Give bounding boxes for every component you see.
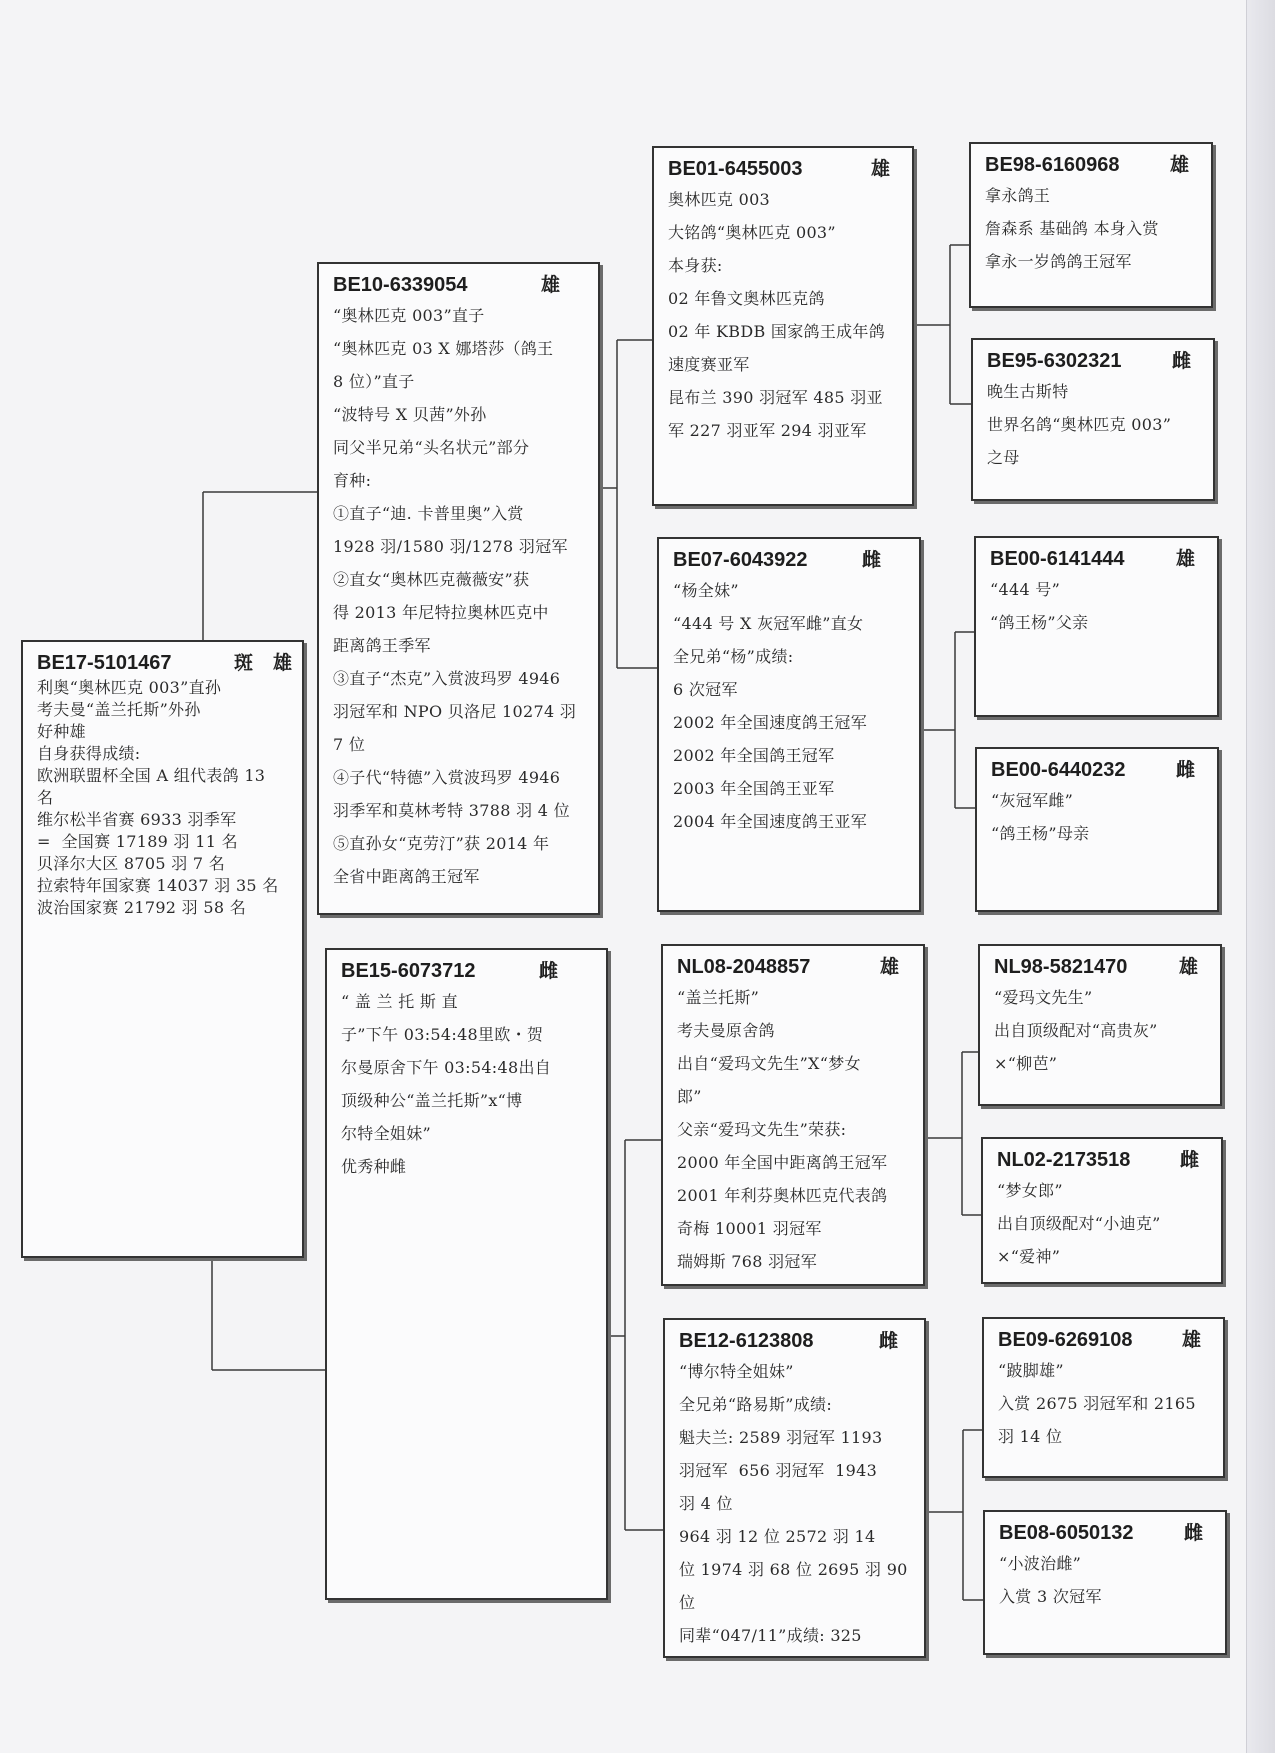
sex-label: 雄 [1175,548,1195,570]
note-line: 瑞姆斯 768 羽冠军 [677,1252,818,1271]
note-line: 2003 年全国鸽王亚军 [673,779,835,798]
sex-label: 雄 [1169,154,1189,176]
sds-notes [990,573,1207,639]
ring-number: BE10-6339054 [333,274,468,296]
ring-number: BE09-6269108 [998,1329,1133,1351]
note-line: 利奥“奥林匹克 003”直孙 [37,678,222,697]
pedigree-dam-sire [661,944,925,1286]
note-line: ⑤直孙女“克劳汀”获 2014 年 [333,834,550,853]
note-line: 1928 羽/1580 羽/1278 羽冠军 [333,537,568,556]
page-edge [1246,0,1275,1753]
dam-dam-notes [679,1355,914,1652]
note-line: = 全国赛 17189 羽 11 名 [37,832,238,851]
ring-number-header [37,648,292,675]
pedigree-sire [317,262,600,915]
dss-notes [994,981,1210,1080]
note-line: 波治国家赛 21792 羽 58 名 [37,898,247,917]
sex-label: 雌 [538,960,558,982]
pedigree-sss [969,142,1213,308]
note-line: “跛脚雄” [998,1361,1064,1380]
note-line: 郎” [677,1087,702,1106]
ring-number-header [994,952,1210,979]
dsd-notes [997,1174,1211,1273]
pedigree-dam-dam [663,1318,926,1658]
ring-number: BE08-6050132 [999,1522,1134,1544]
note-line: 育种: [333,471,372,490]
note-line: 距离鸽王季军 [333,636,431,655]
sex-label: 雄 [879,956,899,978]
dds-notes [998,1354,1213,1453]
note-line: 全省中距离鸽王冠军 [333,867,480,886]
note-line: 7 位 [333,735,366,754]
note-line: 02 年 KBDB 国家鸽王成年鸽 [668,322,886,341]
note-line: 位 [679,1593,696,1612]
note-line: 世界名鸽“奥林匹克 003” [987,415,1172,434]
note-line: 964 羽 12 位 2572 羽 14 [679,1527,876,1546]
ring-number: NL08-2048857 [677,956,811,978]
note-line: 速度赛亚军 [668,355,750,374]
note-line: “梦女郎” [997,1181,1063,1200]
note-line: 考夫曼“盖兰托斯”外孙 [37,700,201,719]
note-line: 昆布兰 390 羽冠军 485 羽亚 [668,388,883,407]
note-line: 名 [37,788,54,807]
pedigree-dam [325,948,608,1600]
ring-number-header [990,544,1207,571]
sex-label: 雌 [861,549,881,571]
ring-number-header [991,755,1207,782]
note-line: 顶级种公“盖兰托斯”x“博 [341,1091,523,1110]
pedigree-subject [21,640,304,1258]
pedigree-ssd [971,338,1215,501]
note-line: ④子代“特德”入赏波玛罗 4946 [333,768,561,787]
note-line: 入赏 2675 羽冠军和 2165 [998,1394,1196,1413]
note-line: 欧洲联盟杯全国 A 组代表鸽 13 [37,766,266,785]
ring-number-header [333,270,588,297]
note-line: 之母 [987,448,1020,467]
pedigree-ddd [983,1510,1227,1655]
note-line: 尔特全姐妹” [341,1124,431,1143]
note-line: 魁夫兰: 2589 羽冠军 1193 [679,1428,883,1447]
sire-dam-notes [673,574,909,838]
note-line: 位 1974 羽 68 位 2695 羽 90 [679,1560,908,1579]
ssd-notes [987,375,1203,474]
dam-sire-notes [677,981,913,1278]
note-line: 自身获得成绩: [37,744,141,763]
sex-label: 雌 [1183,1522,1203,1544]
note-line: ③直子“杰克”入赏波玛罗 4946 [333,669,561,688]
note-line: 羽冠军和 NPO 贝洛尼 10274 羽 [333,702,577,721]
sex-label: 雌 [1175,759,1195,781]
sex-label: 雄 [1178,956,1198,978]
note-line: 奇梅 10001 羽冠军 [677,1219,822,1238]
ring-number-header [341,956,596,983]
note-line: 得 2013 年尼特拉奥林匹克中 [333,603,549,622]
ring-number: BE00-6141444 [990,548,1125,570]
note-line: “ 盖 兰 托 斯 直 [341,992,458,1011]
note-line: ×“爱神” [997,1247,1061,1266]
note-line: “奥林匹克 03 X 娜塔莎（鸽王 [333,339,554,358]
ring-number: BE17-5101467 [37,652,172,674]
sire-sire-notes [668,183,902,447]
note-line: “杨全妹” [673,581,739,600]
note-line: ②直女“奥林匹克薇薇安”获 [333,570,530,589]
note-line: “博尔特全姐妹” [679,1362,794,1381]
note-line: 晚生古斯特 [987,382,1069,401]
note-line: 詹森系 基础鸽 本身入赏 [985,219,1159,238]
pedigree-sdd [975,747,1219,912]
note-line: 6 次冠军 [673,680,738,699]
note-line: 出自“爱玛文先生”X“梦女 [677,1054,861,1073]
ring-number: BE15-6073712 [341,960,476,982]
note-line: “444 号” [990,580,1061,599]
note-line: 军 227 羽亚军 294 羽亚军 [668,421,867,440]
note-line: 出自顶级配对“高贵灰” [994,1021,1158,1040]
ring-number-header [998,1325,1213,1352]
note-line: 羽冠军 656 羽冠军 1943 [679,1461,878,1480]
sdd-notes [991,784,1207,850]
sire-notes [333,299,588,893]
note-line: 奥林匹克 003 [668,190,771,209]
subject-notes [37,677,292,919]
note-line: 出自顶级配对“小迪克” [997,1214,1161,1233]
note-line: “444 号 X 灰冠军雌”直女 [673,614,864,633]
note-line: 全兄弟“杨”成绩: [673,647,794,666]
ring-number-header [985,150,1201,177]
ring-number-header [679,1326,914,1353]
ring-number-header [997,1145,1211,1172]
note-line: 羽 14 位 [998,1427,1063,1446]
note-line: 2002 年全国速度鸽王冠军 [673,713,868,732]
sss-notes [985,179,1201,278]
note-line: 尔曼原舍下午 03:54:48出自 [341,1058,552,1077]
note-line: 贝泽尔大区 8705 羽 7 名 [37,854,226,873]
ring-number: NL02-2173518 [997,1149,1131,1171]
sex-label: 雄 [870,158,890,180]
ring-number-header [677,952,913,979]
note-line: 羽季军和莫林考特 3788 羽 4 位 [333,801,570,820]
note-line: “奥林匹克 003”直子 [333,306,485,325]
sex-label: 雌 [1171,350,1191,372]
note-line: 同父半兄弟“头名状元”部分 [333,438,530,457]
ddd-notes [999,1547,1215,1613]
dam-notes [341,985,596,1183]
ring-number-header [987,346,1203,373]
note-line: ×“柳芭” [994,1054,1058,1073]
note-line: 考夫曼原舍鸽 [677,1021,775,1040]
sex-label: 雌 [1179,1149,1199,1171]
note-line: “波特号 X 贝茜”外孙 [333,405,487,424]
ring-number: NL98-5821470 [994,956,1128,978]
ring-number: BE12-6123808 [679,1330,814,1352]
note-line: “盖兰托斯” [677,988,760,1007]
ring-number: BE95-6302321 [987,350,1122,372]
note-line: ①直子“迪. 卡普里奥”入赏 [333,504,524,523]
pedigree-dss [978,944,1222,1106]
pedigree-sds [974,536,1219,717]
ring-number-header [999,1518,1215,1545]
pedigree-sire-sire [652,146,914,506]
note-line: 2002 年全国鸽王冠军 [673,746,835,765]
note-line: 大铭鸽“奥林匹克 003” [668,223,836,242]
ring-number-header [673,545,909,572]
note-line: 入赏 3 次冠军 [999,1587,1102,1606]
pedigree-sire-dam [657,537,921,912]
note-line: “爱玛文先生” [994,988,1093,1007]
note-line: 同辈“047/11”成绩: 325 [679,1626,862,1645]
note-line: 2004 年全国速度鸽王亚军 [673,812,868,831]
note-line: 子”下午 03:54:48里欧・贺 [341,1025,544,1044]
ring-number-header [668,154,902,181]
note-line: 本身获: [668,256,723,275]
pedigree-dds [982,1317,1225,1478]
note-line: 父亲“爱玛文先生”荣获: [677,1120,847,1139]
ring-number: BE07-6043922 [673,549,808,571]
note-line: “小波治雌” [999,1554,1082,1573]
note-line: 拿永鸽王 [985,186,1051,205]
ring-number: BE01-6455003 [668,158,803,180]
note-line: “鸽王杨”母亲 [991,824,1090,843]
note-line: 拿永一岁鸽鸽王冠军 [985,252,1132,271]
ring-number: BE98-6160968 [985,154,1120,176]
note-line: 8 位）”直子 [333,372,415,391]
note-line: 02 年鲁文奥林匹克鸽 [668,289,825,308]
color-tag: 斑 [233,652,253,674]
note-line: 全兄弟“路易斯”成绩: [679,1395,833,1414]
sex-label: 雄 [1181,1329,1201,1351]
note-line: 好种雄 [37,722,86,741]
note-line: 拉索特年国家赛 14037 羽 35 名 [37,876,279,895]
note-line: “鸽王杨”父亲 [990,613,1089,632]
note-line: 2000 年全国中距离鸽王冠军 [677,1153,888,1172]
sex-label: 雄 [540,274,560,296]
sex-label: 雌 [878,1330,898,1352]
note-line: “灰冠军雌” [991,791,1074,810]
ring-number: BE00-6440232 [991,759,1126,781]
note-line: 优秀种雌 [341,1157,407,1176]
note-line: 维尔松半省赛 6933 羽季军 [37,810,237,829]
pedigree-dsd [981,1137,1223,1284]
note-line: 2001 年利芬奥林匹克代表鸽 [677,1186,888,1205]
sex-label: 雄 [272,652,292,674]
note-line: 羽 4 位 [679,1494,733,1513]
